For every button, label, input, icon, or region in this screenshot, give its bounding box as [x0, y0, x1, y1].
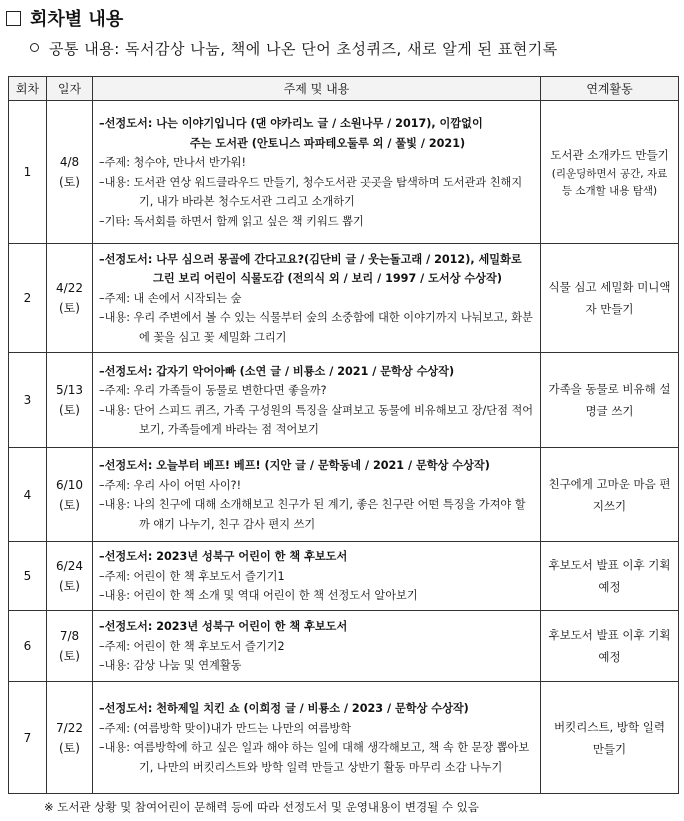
linked-activity: 버킷리스트, 방학 일력 만들기 — [541, 682, 679, 794]
schedule-table — [8, 76, 679, 794]
table-row — [9, 611, 679, 682]
session-content — [93, 353, 541, 448]
linked-activity: 가족을 동물로 비유해 설명글 쓰기 — [541, 353, 679, 448]
session-description: –내용: 나의 친구에 대해 소개해보고 친구가 된 계기, 좋은 친구란 어떤 특징을 가져야 할까 얘기 나누기, 친구 감사 편지 쓰기 — [99, 498, 526, 531]
selected-book: –선정도서: 천하제일 치킨 쇼 (이희정 글 / 비룡소 / 2023 / 문학상 수상작) — [99, 702, 469, 715]
session-content — [93, 611, 541, 682]
linked-activity: 후보도서 발표 이후 기획 예정 — [541, 611, 679, 682]
session-content — [93, 101, 541, 244]
session-other: –기타: 독서회를 하면서 함께 읽고 싶은 책 키워드 뽑기 — [99, 214, 364, 228]
session-date: 5/13 (토) — [47, 353, 93, 448]
square-bullet-icon — [6, 11, 21, 26]
session-number: 3 — [9, 353, 47, 448]
table-row — [9, 353, 679, 448]
session-number: 7 — [9, 682, 47, 794]
header-session: 회차 — [9, 77, 47, 101]
selected-book: –선정도서: 나무 심으러 몽골에 간다고요?(김단비 글 / 웃는돌고래 / 2012), 세밀화로 그린 보리 어린이 식물도감 (전의식 외 / 보리 / 1997 / 도서상 수상작) — [99, 252, 522, 286]
session-topic: –주제: 내 손에서 시작되는 숲 — [99, 291, 242, 305]
session-description: –내용: 도서관 연상 워드클라우드 만들기, 청수도서관 곳곳을 탐색하며 도서관과 친해지기, 내가 바라본 청수도서관 그리고 소개하기 — [99, 175, 523, 208]
session-content — [93, 448, 541, 542]
session-description: –내용: 우리 주변에서 볼 수 있는 식물부터 숲의 소중함에 대한 이야기까지 나눠보고, 화분에 꽃을 심고 꽃 세밀화 그리기 — [99, 311, 533, 344]
header-date: 일자 — [47, 77, 93, 101]
session-content — [93, 682, 541, 794]
common-content-line — [30, 38, 558, 59]
session-date: 7/22 (토) — [47, 682, 93, 794]
table-row — [9, 682, 679, 794]
table-row — [9, 448, 679, 542]
session-date: 6/24 (토) — [47, 542, 93, 611]
selected-book: –선정도서: 오늘부터 베프! 베프! (지안 글 / 문학동네 / 2021 / 문학상 수상작) — [99, 459, 490, 472]
session-description: –내용: 감상 나눔 및 연계활동 — [99, 659, 242, 673]
linked-activity: 도서관 소개카드 만들기 (리운딩하면서 공간, 자료 등 소개할 내용 탐색) — [541, 101, 679, 244]
session-topic: –주제: 어린이 한 책 후보도서 즐기기2 — [99, 639, 285, 653]
session-description: –내용: 어린이 한 책 소개 및 역대 어린이 한 책 선정도서 알아보기 — [99, 589, 418, 603]
linked-activity: 식물 심고 세밀화 미니액자 만들기 — [541, 244, 679, 353]
table-row — [9, 244, 679, 353]
header-activity: 연계활동 — [541, 77, 679, 101]
session-content — [93, 542, 541, 611]
session-number: 4 — [9, 448, 47, 542]
section-title-text: 회차별 내용 — [30, 9, 124, 30]
selected-book: –선정도서: 나는 이야기입니다 (댄 야카리노 글 / 소원나무 / 2017), 이깜없이 주는 도서관 (안토니스 파파테오둘루 외 / 풀빛 / 2021) — [99, 117, 483, 150]
session-number: 6 — [9, 611, 47, 682]
common-content-text: 공통 내용: 독서감상 나눔, 책에 나온 단어 초성퀴즈, 새로 알게 된 표현기록 — [49, 40, 558, 58]
circle-bullet-icon — [30, 43, 39, 52]
session-topic: –주제: 어린이 한 책 후보도서 즐기기1 — [99, 569, 285, 583]
session-date: 6/10 (토) — [47, 448, 93, 542]
session-topic: –주제: 청수야, 만나서 반가워! — [99, 156, 246, 169]
table-row — [9, 101, 679, 244]
session-topic: –주제: 우리 가족들이 동물로 변한다면 좋을까? — [99, 384, 327, 397]
activity-note: (리운딩하면서 공간, 자료 등 소개할 내용 탐색) — [551, 168, 668, 197]
session-date: 7/8 (토) — [47, 611, 93, 682]
session-topic: –주제: 우리 사이 어떤 사이?! — [99, 478, 242, 492]
linked-activity: 후보도서 발표 이후 기획 예정 — [541, 542, 679, 611]
selected-book: –선정도서: 2023년 성북구 어린이 한 책 후보도서 — [99, 620, 348, 634]
table-header-row — [9, 77, 679, 101]
footnote: ※ 도서관 상황 및 참여어린이 문해력 등에 따라 선정도서 및 운영내용이 변경될 수 있음 — [44, 800, 479, 814]
session-date: 4/22 (토) — [47, 244, 93, 353]
session-date: 4/8 (토) — [47, 101, 93, 244]
table-row — [9, 542, 679, 611]
session-content — [93, 244, 541, 353]
section-title — [6, 6, 123, 30]
session-number: 1 — [9, 101, 47, 244]
linked-activity: 친구에게 고마운 마음 편지쓰기 — [541, 448, 679, 542]
session-topic: –주제: (여름방학 맞이)내가 만드는 나만의 여름방학 — [99, 721, 352, 735]
header-topic: 주제 및 내용 — [93, 77, 541, 101]
session-number: 2 — [9, 244, 47, 353]
session-number: 5 — [9, 542, 47, 611]
session-description: –내용: 여름방학에 하고 싶은 일과 해야 하는 일에 대해 생각해보고, 책 속 한 문장 뽑아보기, 나만의 버킷리스트와 방학 일력 만들고 상반기 활동 마무리 소감 나누기 — [99, 741, 530, 774]
selected-book: –선정도서: 갑자기 악어아빠 (소연 글 / 비룡소 / 2021 / 문학상 수상작) — [99, 364, 455, 378]
session-description: –내용: 단어 스피드 퀴즈, 가족 구성원의 특징을 살펴보고 동물에 비유해보고 장/단점 적어보기, 가족들에게 바라는 점 적어보기 — [99, 403, 534, 436]
selected-book: –선정도서: 2023년 성북구 어린이 한 책 후보도서 — [99, 550, 348, 564]
